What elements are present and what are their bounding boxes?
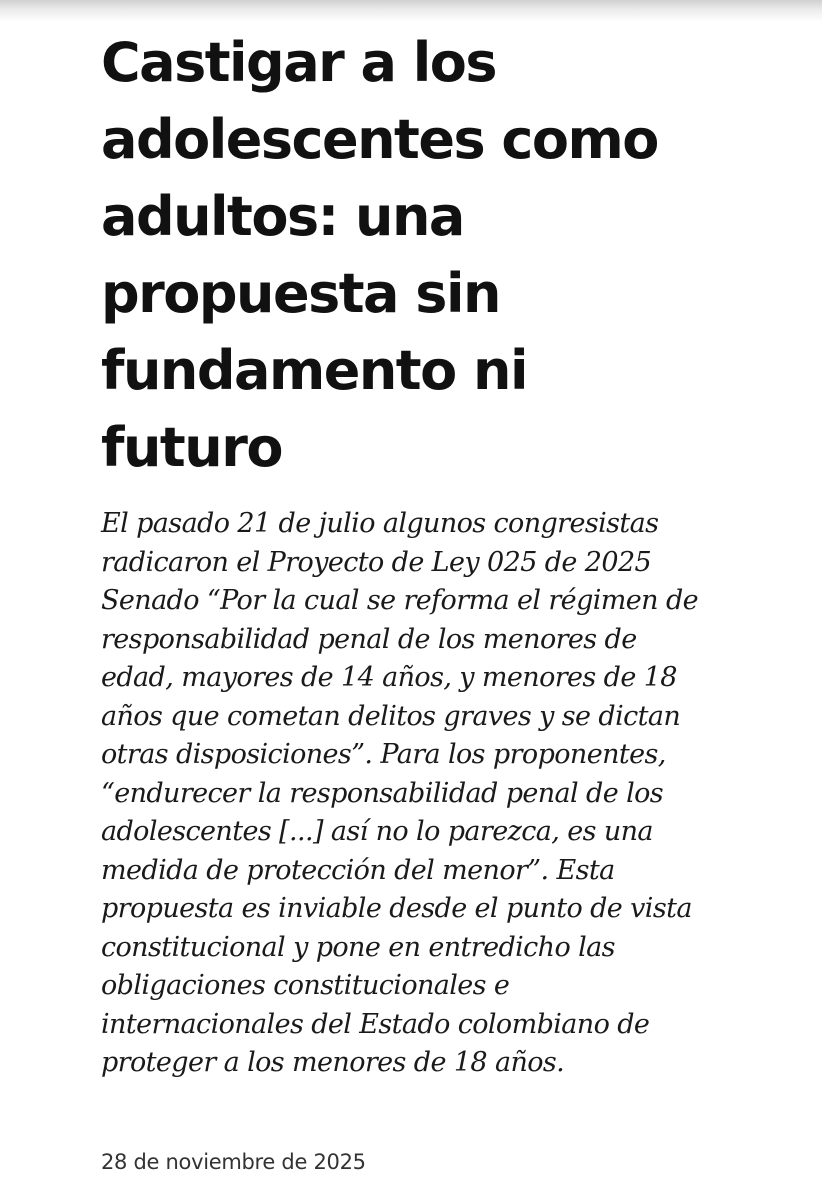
summary-line: responsabilidad penal de los menores de — [101, 623, 637, 655]
title-line: adolescentes como — [101, 108, 658, 171]
title-line: futuro — [101, 416, 282, 479]
publication-date: 28 de noviembre de 2025 — [101, 1150, 366, 1174]
summary-line: “endurecer la responsabilidad penal de los — [101, 777, 664, 809]
summary-line: propuesta es inviable desde el punto de vista — [101, 893, 692, 924]
title-line: Castigar a los — [101, 31, 497, 94]
title-line: fundamento ni — [101, 339, 527, 402]
summary-line: proteger a los menores de 18 años. — [101, 1047, 565, 1078]
top-bar-shadow — [0, 0, 822, 22]
summary-line: años que cometan delitos graves y se dictan — [101, 700, 681, 732]
title-line: propuesta sin — [101, 262, 500, 325]
summary-line: internacionales del Estado colombiano de — [101, 1008, 650, 1040]
summary-line: obligaciones constitucionales e — [101, 970, 510, 1001]
summary-line: adolescentes [...] así no lo parezca, es una — [101, 816, 653, 847]
title-line: adultos: una — [101, 185, 464, 248]
summary-line: radicaron el Proyecto de Ley 025 de 2025 — [101, 546, 652, 578]
summary-line: edad, mayores de 14 años, y menores de 18 — [101, 662, 677, 693]
summary-line: medida de protección del menor”. Esta — [101, 854, 615, 886]
summary-line: Senado “Por la cual se reforma el régimen de — [101, 585, 698, 616]
summary-line: El pasado 21 de julio algunos congresistas — [101, 508, 659, 539]
article-title — [101, 24, 781, 486]
article-summary — [101, 505, 801, 1083]
summary-line: otras disposiciones”. Para los proponentes, — [101, 739, 666, 770]
summary-line: constitucional y pone en entredicho las — [101, 931, 615, 963]
